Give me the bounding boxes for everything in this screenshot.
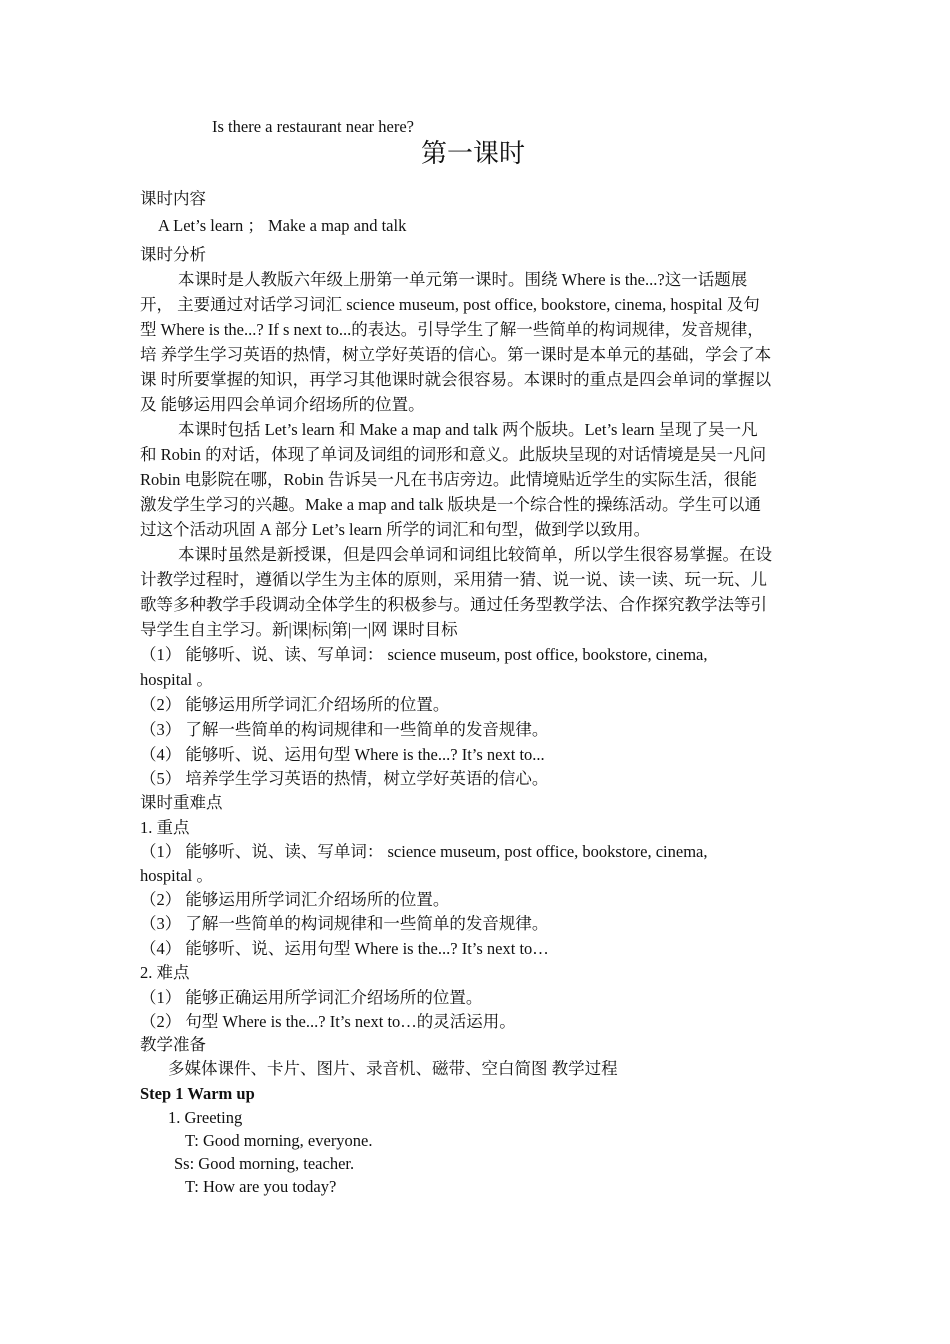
doc-title: 第一课时 bbox=[421, 139, 526, 168]
dialogue-line: T: How are you today? bbox=[185, 1177, 337, 1196]
paragraph-line: 过这个活动巩固 A 部分 Let’s learn 所学的词汇和句型，做到学以致用。 bbox=[140, 520, 651, 539]
keypoint-item: （3） 了解一些简单的构词规律和一些简单的发音规律。 bbox=[140, 914, 549, 933]
content-line: A Let’s learn ； Make a map and talk bbox=[158, 216, 407, 235]
keypoint-item: （4） 能够听、说、运用句型 Where is the...? It’s next to… bbox=[140, 939, 549, 958]
paragraph-line: 及 能够运用四会单词介绍场所的位置。 bbox=[140, 395, 425, 414]
paragraph-line: 歌等多种教学手段调动全体学生的积极参与。通过任务型教学法、合作探究教学法等引 bbox=[140, 595, 767, 614]
objective-item: （1） 能够听、说、读、写单词： science museum, post office, bookstore, cinema, bbox=[140, 645, 708, 664]
paragraph-line: 培 养学生学习英语的热情，树立学好英语的信心。第一课时是本单元的基础，学会了本 bbox=[140, 345, 772, 364]
paragraph-line: 型 Where is the...? If s next to...的表达。引导学生了解一些简单的构词规律，发音规律， bbox=[140, 320, 764, 339]
keypoint-item: （2） 能够运用所学词汇介绍场所的位置。 bbox=[140, 890, 450, 909]
objective-item-cont: hospital 。 bbox=[140, 670, 213, 689]
section-heading-keypoints: 课时重难点 bbox=[140, 793, 223, 812]
paragraph-line: 课 时所要掌握的知识，再学习其他课时就会很容易。本课时的重点是四会单词的掌握以 bbox=[140, 370, 772, 389]
paragraph-line: 本课时是人教版六年级上册第一单元第一课时。围绕 Where is the...?这一话题展 bbox=[178, 270, 748, 289]
doc-subtitle: Is there a restaurant near here? bbox=[212, 117, 414, 136]
keypoint-item: （1） 能够听、说、读、写单词： science museum, post office, bookstore, cinema, bbox=[140, 842, 708, 861]
section-heading-content: 课时内容 bbox=[140, 189, 206, 208]
paragraph-line: Robin 电影院在哪，Robin 告诉吴一凡在书店旁边。此情境贴近学生的实际生活，很能 bbox=[140, 470, 757, 489]
objective-item: （5） 培养学生学习英语的热情，树立学好英语的信心。 bbox=[140, 769, 549, 788]
paragraph-line: 计教学过程时，遵循以学生为主体的原则，采用猜一猜、说一说、读一读、玩一玩、儿 bbox=[140, 570, 767, 589]
objective-item: （2） 能够运用所学词汇介绍场所的位置。 bbox=[140, 695, 450, 714]
subheading-difficult: 2. 难点 bbox=[140, 963, 190, 982]
step-item: 1. Greeting bbox=[168, 1108, 243, 1127]
keypoint-item-cont: hospital 。 bbox=[140, 866, 213, 885]
objective-item: （3） 了解一些简单的构词规律和一些简单的发音规律。 bbox=[140, 720, 549, 739]
paragraph-line: 和 Robin 的对话，体现了单词及词组的词形和意义。此版块呈现的对话情境是吴一凡问 bbox=[140, 445, 767, 464]
paragraph-line: 本课时虽然是新授课，但是四会单词和词组比较简单，所以学生很容易掌握。在设 bbox=[178, 545, 772, 564]
paragraph-line: 导学生自主学习。新|课|标|第|一|网 课时目标 bbox=[140, 620, 458, 639]
preparation-line: 多媒体课件、卡片、图片、录音机、磁带、空白简图 教学过程 bbox=[168, 1059, 618, 1078]
paragraph-line: 开， 主要通过对话学习词汇 science museum, post office, bookstore, cinema, hospital 及句 bbox=[140, 295, 760, 314]
objective-item: （4） 能够听、说、运用句型 Where is the...? It’s next to... bbox=[140, 745, 545, 764]
subheading-key: 1. 重点 bbox=[140, 818, 190, 837]
difficult-item: （2） 句型 Where is the...? It’s next to…的灵活运用。 bbox=[140, 1012, 516, 1031]
dialogue-line: Ss: Good morning, teacher. bbox=[174, 1154, 355, 1173]
section-heading-analysis: 课时分析 bbox=[140, 245, 206, 264]
difficult-item: （1） 能够正确运用所学词汇介绍场所的位置。 bbox=[140, 988, 483, 1007]
step-heading: Step 1 Warm up bbox=[140, 1084, 255, 1103]
section-heading-preparation: 教学准备 bbox=[140, 1035, 206, 1054]
dialogue-line: T: Good morning, everyone. bbox=[185, 1131, 373, 1150]
paragraph-line: 本课时包括 Let’s learn 和 Make a map and talk 两个版块。Let’s learn 呈现了吴一凡 bbox=[178, 420, 758, 439]
paragraph-line: 激发学生学习的兴趣。Make a map and talk 版块是一个综合性的操练活动。学生可以通 bbox=[140, 495, 761, 514]
